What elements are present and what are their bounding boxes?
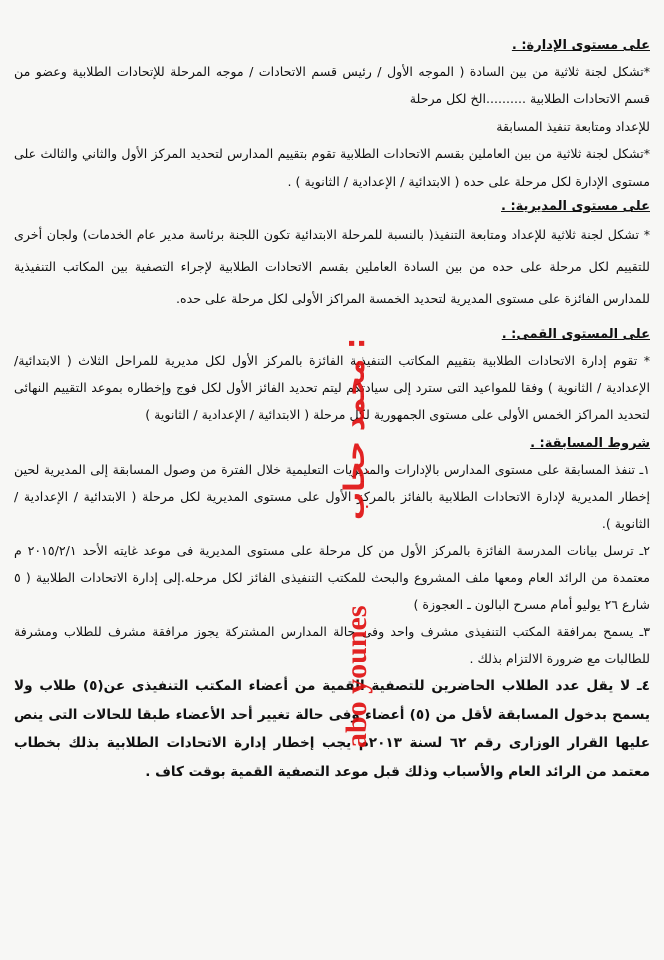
- section-heading-administration: على مستوى الإدارة: .: [511, 38, 650, 53]
- watermark-latin-text: abo younes: [340, 605, 373, 748]
- condition-item: ٣ـ يسمح بمرافقة المكتب التنفيذى مشرف واحد وفى حالة المدارس المشتركة يجوز مرافقة مشرف للطلاب ومشرفة للطالبات مع ضرورة الالتزام بذلك .: [14, 624, 650, 667]
- watermark-arabic-text: محمد حجاب :: [338, 337, 371, 520]
- paragraph: *تشكل لجنة ثلاثية من بين السادة ( الموجه الأول / رئيس قسم الاتحادات / موجه المرحلة للإتحادات الطلابية وعضو من قسم الاتحادات الطلابية ..........الخ لكل مرحلة: [14, 64, 650, 107]
- document-page: [14, 30, 650, 786]
- condition-item: ١ـ تنفذ المسابقة على مستوى المدارس بالإدارات والمديريات التعليمية خلال الفترة من وصول المسابقة إلى المديرية لحين إخطار المديرية لإدارة الاتحادات الطلابية بالفائز بالمركز الأول على مستوى المديرية لكل مرحلة ( الابتدائية / الإعدادية / الثانوية ).: [14, 462, 650, 532]
- condition-item: ٤ـ لا يقل عدد الطلاب الحاضرين للتصفية القمية من أعضاء المكتب التنفيذى عن(٥) طلاب ولا يسمح بدخول المسابقة لأقل من (٥) أعضاء وفى حالة تغيير أحد الأعضاء طبقا للحالات التى ينص عليها القرار الوزارى رقم ٦٢ لسنة ٢٠١٣م يجب إخطار إدارة الاتحادات الطلابية بذلك بخطاب معتمد من الرائد العام والأسباب وذلك قبل موعد التصفية القمية بوقت كاف .: [14, 678, 650, 780]
- paragraph: * تشكل لجنة ثلاثية للإعداد ومتابعة التنفيذ( بالنسبة للمرحلة الابتدائية تكون اللجنة برئاسة مدير عام الخدمات) ولجان أخرى للتقييم لكل مرحلة على حده من بين السادة العاملين بقسم الاتحادات الطلابية لإجراء التصفية بين المكاتب التنفيذية للمدارس الفائزة على مستوى المديرية لتحديد الخمسة المراكز الأولى لكل مرحلة على حده.: [14, 227, 650, 307]
- section-heading-directorate: على مستوى المديرية: .: [501, 199, 650, 215]
- condition-item: ٢ـ ترسل بيانات المدرسة الفائزة بالمركز الأول من كل مرحلة على مستوى المديرية فى موعد غايته الأحد ٢٠١٥/٢/١ م معتمدة من الرائد العام ومعها ملف المشروع والبحث للمكتب التنفيذى الفائز لكل مرحله.إلى إدارة الاتحادات الطلابية ( ٥ شارع ٢٦ يوليو أمام مسرح البالون ـ العجوزة ): [14, 543, 650, 613]
- section-heading-conditions: شروط المسابقة: .: [530, 436, 650, 452]
- section-heading-national: على المستوى القمى: .: [501, 327, 650, 343]
- paragraph: * تقوم إدارة الاتحادات الطلابية بتقييم المكاتب التنفيذية الفائزة بالمركز الأول لكل مديرية للمراحل الثلاث ( الابتدائية/الإعدادية / الثانوية ) وفقا للمواعيد التى سترد إلى سيادتكم ليتم تحديد الفائز الأول لكل فوج وإخطاره بموعد التقييم النهائى لتحديد المراكز الخمس الأولى على مستوى الجمهورية لكل مرحلة ( الابتدائية / الإعدادية / الثانوية ): [14, 353, 650, 423]
- paragraph: *تشكل لجنة ثلاثية من بين العاملين بقسم الاتحادات الطلابية تقوم بتقييم المدارس لتحديد المركز الأول والثاني والثالث على مستوى الإدارة لكل مرحلة على حده ( الابتدائية / الإعدادية / الثانوية ) .: [14, 146, 650, 189]
- paragraph: للإعداد ومتابعة تنفيذ المسابقة: [496, 118, 650, 134]
